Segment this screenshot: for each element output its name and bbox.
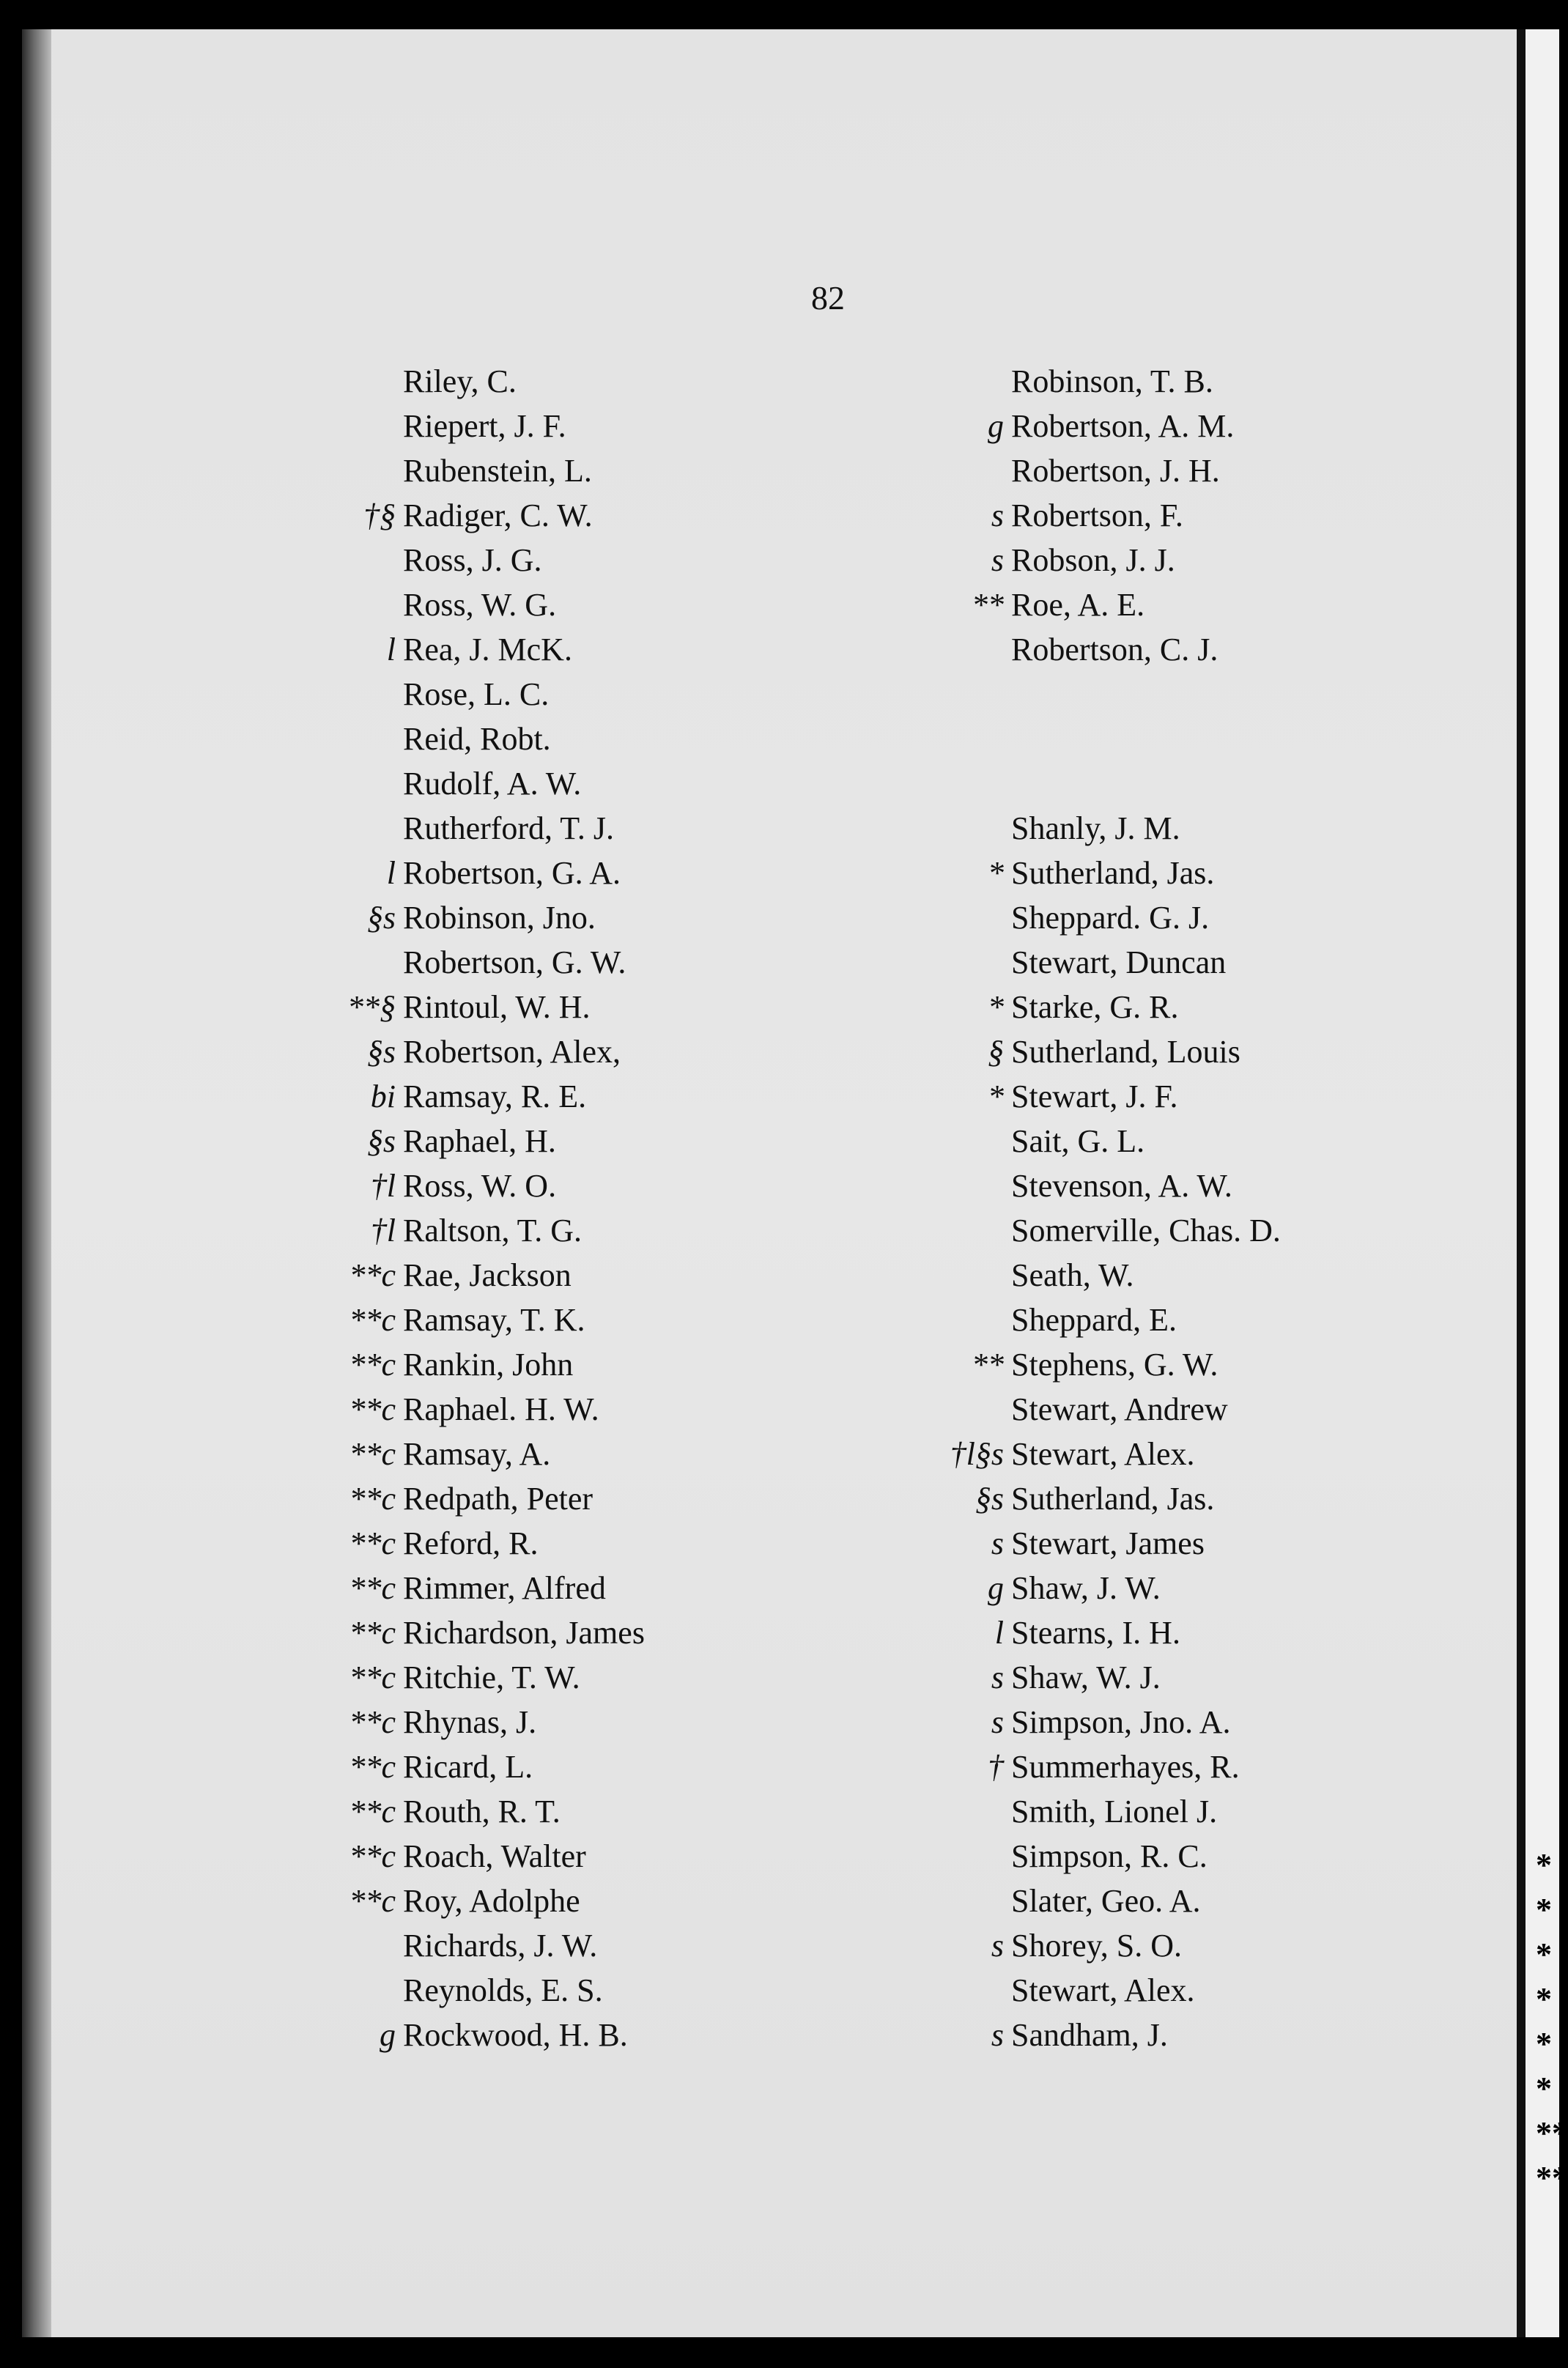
entry-name: Richards, J. W. xyxy=(403,1928,598,1964)
list-entry xyxy=(220,672,645,717)
list-entry xyxy=(220,717,645,761)
entry-name: Robertson, Alex, xyxy=(403,1034,621,1070)
entry-name: Sutherland, Louis xyxy=(1011,1034,1240,1070)
list-entry xyxy=(828,1923,1281,1968)
entry-name: Ross, W. G. xyxy=(403,587,557,623)
list-entry xyxy=(828,1879,1281,1923)
entry-name: Rutherford, T. J. xyxy=(403,810,614,846)
entry-mark: g xyxy=(988,408,1004,444)
list-entry xyxy=(220,1119,645,1163)
list-entry xyxy=(828,1298,1281,1342)
entry-name: Sheppard, E. xyxy=(1011,1302,1177,1338)
entry-mark: **c xyxy=(349,1257,396,1293)
entry-mark: **c xyxy=(349,1704,396,1740)
entry-name: Redpath, Peter xyxy=(403,1481,593,1517)
adjacent-page-mark: * xyxy=(1536,2071,1552,2106)
adjacent-page-mark: * xyxy=(1536,1936,1552,1972)
entry-name: Raphael. H. W. xyxy=(403,1391,599,1427)
entry-mark xyxy=(828,1834,1011,1879)
entry-mark: §s xyxy=(366,1123,396,1159)
entry-mark: bi xyxy=(370,1078,396,1114)
entry-mark: † xyxy=(988,1749,1004,1785)
entry-mark: * xyxy=(988,1078,1004,1114)
list-entry xyxy=(828,1476,1281,1521)
entry-name: Ricard, L. xyxy=(403,1749,533,1785)
adjacent-page-mark: * xyxy=(1536,1847,1552,1883)
right-name-column xyxy=(828,359,1281,2057)
entry-name: Sandham, J. xyxy=(1011,2017,1168,2053)
entry-name: Stearns, I. H. xyxy=(1011,1615,1180,1651)
list-entry xyxy=(828,448,1281,493)
entry-mark: **c xyxy=(349,1347,396,1383)
entry-mark: g xyxy=(988,1570,1004,1606)
list-entry xyxy=(828,1744,1281,1789)
adjacent-page-edge xyxy=(1517,29,1568,2337)
entry-name: Robson, J. J. xyxy=(1011,542,1175,578)
entry-name: Sheppard. G. J. xyxy=(1011,900,1210,936)
entry-name: Ramsay, R. E. xyxy=(403,1078,587,1114)
entry-mark xyxy=(220,1968,403,2013)
list-entry xyxy=(220,1298,645,1342)
entry-name: Starke, G. R. xyxy=(1011,989,1179,1025)
entry-name: Rose, L. C. xyxy=(403,676,550,712)
entry-mark: s xyxy=(991,497,1004,533)
entry-mark: **c xyxy=(349,1525,396,1561)
list-entry xyxy=(220,806,645,851)
entry-mark xyxy=(220,359,403,404)
entry-name: Routh, R. T. xyxy=(403,1794,561,1829)
page-number: 82 xyxy=(811,279,845,317)
entry-name: Stevenson, A. W. xyxy=(1011,1168,1232,1204)
list-entry xyxy=(220,448,645,493)
entry-mark: s xyxy=(991,1704,1004,1740)
list-entry xyxy=(828,359,1281,404)
entry-name: Ross, J. G. xyxy=(403,542,542,578)
entry-mark: g xyxy=(380,2017,396,2053)
entry-mark: ** xyxy=(972,587,1004,623)
book-spine-shadow xyxy=(22,29,51,2337)
list-entry xyxy=(828,1610,1281,1655)
entry-mark xyxy=(220,404,403,448)
entry-name: Shorey, S. O. xyxy=(1011,1928,1183,1964)
entry-name: Simpson, Jno. A. xyxy=(1011,1704,1231,1740)
list-entry xyxy=(220,2013,645,2057)
entry-name: Riley, C. xyxy=(403,363,517,399)
entry-name: Reford, R. xyxy=(403,1525,539,1561)
entry-name: Robinson, Jno. xyxy=(403,900,596,936)
list-entry xyxy=(220,359,645,404)
list-entry xyxy=(220,1074,645,1119)
entry-mark xyxy=(828,1253,1011,1298)
entry-mark xyxy=(220,761,403,806)
list-entry xyxy=(828,1655,1281,1700)
entry-name: Stewart, James xyxy=(1011,1525,1205,1561)
entry-mark: s xyxy=(991,1928,1004,1964)
list-entry xyxy=(220,1655,645,1700)
entry-mark xyxy=(220,672,403,717)
entry-name: Rubenstein, L. xyxy=(403,453,592,489)
entry-mark: †l§s xyxy=(950,1436,1004,1472)
list-entry xyxy=(220,627,645,672)
entry-name: Roe, A. E. xyxy=(1011,587,1145,623)
entry-mark: **§ xyxy=(347,989,396,1025)
entry-name: Roach, Walter xyxy=(403,1838,586,1874)
entry-name: Robertson, G. W. xyxy=(403,944,626,980)
entry-name: Ramsay, A. xyxy=(403,1436,551,1472)
entry-name: Reid, Robt. xyxy=(403,721,551,757)
entry-name: Stewart, Alex. xyxy=(1011,1972,1195,2008)
entry-mark: **c xyxy=(349,1794,396,1829)
list-entry xyxy=(828,851,1281,895)
entry-mark: s xyxy=(991,542,1004,578)
list-entry xyxy=(828,1029,1281,1074)
list-entry xyxy=(828,2013,1281,2057)
entry-name: Rintoul, W. H. xyxy=(403,989,591,1025)
list-entry xyxy=(828,1789,1281,1834)
entry-mark: l xyxy=(386,855,396,891)
entry-mark xyxy=(828,1387,1011,1432)
entry-name: Robertson, F. xyxy=(1011,497,1183,533)
list-entry xyxy=(220,895,645,940)
list-entry xyxy=(220,1342,645,1387)
list-entry xyxy=(828,806,1281,851)
entry-mark xyxy=(828,1163,1011,1208)
list-entry xyxy=(828,1342,1281,1387)
entry-mark xyxy=(828,940,1011,985)
entry-name: Rimmer, Alfred xyxy=(403,1570,606,1606)
entry-mark xyxy=(220,940,403,985)
entry-name: Radiger, C. W. xyxy=(403,497,593,533)
list-entry xyxy=(828,1834,1281,1879)
list-entry xyxy=(828,1163,1281,1208)
entry-mark: †§ xyxy=(363,497,396,533)
entry-name: Shaw, W. J. xyxy=(1011,1660,1161,1695)
entry-mark: * xyxy=(988,989,1004,1025)
list-entry xyxy=(220,1521,645,1566)
entry-mark: s xyxy=(991,2017,1004,2053)
entry-mark xyxy=(828,1119,1011,1163)
entry-name: Stewart, Andrew xyxy=(1011,1391,1228,1427)
entry-mark: * xyxy=(988,855,1004,891)
entry-name: Sait, G. L. xyxy=(1011,1123,1145,1159)
entry-mark: **c xyxy=(349,1481,396,1517)
entry-mark: §s xyxy=(366,900,396,936)
left-name-column xyxy=(220,359,645,2057)
entry-mark: **c xyxy=(349,1838,396,1874)
list-entry xyxy=(828,1387,1281,1432)
adjacent-page-mark: ** xyxy=(1536,2115,1568,2151)
entry-name: Raltson, T. G. xyxy=(403,1213,583,1248)
entry-mark xyxy=(828,627,1011,672)
list-entry xyxy=(220,1163,645,1208)
list-entry xyxy=(828,538,1281,582)
entry-mark: **c xyxy=(349,1436,396,1472)
entry-name: Rockwood, H. B. xyxy=(403,2017,628,2053)
entry-mark: **c xyxy=(349,1660,396,1695)
entry-name: Somerville, Chas. D. xyxy=(1011,1213,1281,1248)
list-entry xyxy=(828,1208,1281,1253)
entry-name: Sutherland, Jas. xyxy=(1011,1481,1215,1517)
entry-mark xyxy=(828,1208,1011,1253)
list-entry xyxy=(220,1432,645,1476)
list-entry xyxy=(220,1744,645,1789)
entry-name: Rea, J. McK. xyxy=(403,632,572,667)
entry-mark: **c xyxy=(349,1615,396,1651)
list-entry xyxy=(828,940,1281,985)
list-entry xyxy=(220,1610,645,1655)
list-entry xyxy=(828,1253,1281,1298)
entry-name: Seath, W. xyxy=(1011,1257,1134,1293)
entry-mark: l xyxy=(386,632,396,667)
list-entry xyxy=(220,538,645,582)
entry-mark xyxy=(828,1789,1011,1834)
entry-name: Stewart, Alex. xyxy=(1011,1436,1195,1472)
list-entry xyxy=(220,493,645,538)
entry-mark xyxy=(220,1923,403,1968)
list-entry xyxy=(828,985,1281,1029)
entry-mark xyxy=(828,895,1011,940)
entry-name: Stewart, Duncan xyxy=(1011,944,1227,980)
list-entry xyxy=(220,404,645,448)
entry-name: Ross, W. O. xyxy=(403,1168,557,1204)
entry-mark xyxy=(220,717,403,761)
list-entry xyxy=(220,761,645,806)
entry-mark: s xyxy=(991,1525,1004,1561)
list-entry xyxy=(220,851,645,895)
list-entry xyxy=(828,1074,1281,1119)
entry-mark xyxy=(828,1298,1011,1342)
entry-name: Ramsay, T. K. xyxy=(403,1302,585,1338)
list-entry xyxy=(828,627,1281,672)
entry-name: Ritchie, T. W. xyxy=(403,1660,580,1695)
list-entry xyxy=(828,1521,1281,1566)
entry-mark xyxy=(220,538,403,582)
entry-mark: **c xyxy=(349,1391,396,1427)
entry-name: Richardson, James xyxy=(403,1615,645,1651)
column-gap xyxy=(828,672,1281,717)
list-entry xyxy=(220,1789,645,1834)
entry-mark xyxy=(828,359,1011,404)
list-entry xyxy=(220,1879,645,1923)
entry-mark xyxy=(828,1968,1011,2013)
list-entry xyxy=(828,1119,1281,1163)
entry-mark: †l xyxy=(370,1213,396,1248)
entry-mark xyxy=(220,582,403,627)
entry-name: Raphael, H. xyxy=(403,1123,556,1159)
entry-mark: l xyxy=(994,1615,1004,1651)
entry-name: Reynolds, E. S. xyxy=(403,1972,603,2008)
entry-name: Rudolf, A. W. xyxy=(403,766,582,802)
list-entry xyxy=(220,1566,645,1610)
entry-mark xyxy=(220,448,403,493)
entry-mark: ** xyxy=(972,1347,1004,1383)
entry-name: Robinson, T. B. xyxy=(1011,363,1213,399)
list-entry xyxy=(220,1208,645,1253)
column-gap xyxy=(828,717,1281,761)
entry-mark: §s xyxy=(366,1034,396,1070)
list-entry xyxy=(828,493,1281,538)
entry-mark: **c xyxy=(349,1302,396,1338)
entry-mark xyxy=(220,806,403,851)
list-entry xyxy=(220,940,645,985)
list-entry xyxy=(220,1387,645,1432)
entry-mark: **c xyxy=(349,1883,396,1919)
entry-name: Shaw, J. W. xyxy=(1011,1570,1161,1606)
entry-name: Rhynas, J. xyxy=(403,1704,537,1740)
list-entry xyxy=(220,1029,645,1074)
list-entry xyxy=(828,895,1281,940)
entry-name: Simpson, R. C. xyxy=(1011,1838,1208,1874)
entry-name: Riepert, J. F. xyxy=(403,408,566,444)
entry-mark xyxy=(828,806,1011,851)
entry-name: Slater, Geo. A. xyxy=(1011,1883,1201,1919)
list-entry xyxy=(828,1700,1281,1744)
list-entry xyxy=(220,582,645,627)
entry-mark: **c xyxy=(349,1749,396,1785)
list-entry xyxy=(220,1253,645,1298)
list-entry xyxy=(220,1700,645,1744)
entry-mark xyxy=(828,448,1011,493)
entry-mark: § xyxy=(988,1034,1004,1070)
adjacent-page-mark: * xyxy=(1536,2026,1552,2062)
list-entry xyxy=(828,1432,1281,1476)
entry-mark: s xyxy=(991,1660,1004,1695)
entry-name: Shanly, J. M. xyxy=(1011,810,1180,846)
entry-name: Robertson, J. H. xyxy=(1011,453,1220,489)
list-entry xyxy=(828,1566,1281,1610)
list-entry xyxy=(828,582,1281,627)
list-entry xyxy=(828,1968,1281,2013)
adjacent-page-mark: * xyxy=(1536,1981,1552,2017)
column-gap xyxy=(828,761,1281,806)
entry-name: Rae, Jackson xyxy=(403,1257,572,1293)
list-entry xyxy=(220,1968,645,2013)
entry-mark: **c xyxy=(349,1570,396,1606)
list-entry xyxy=(220,1834,645,1879)
list-entry xyxy=(220,1923,645,1968)
entry-name: Sutherland, Jas. xyxy=(1011,855,1215,891)
entry-name: Stewart, J. F. xyxy=(1011,1078,1178,1114)
list-entry xyxy=(828,404,1281,448)
entry-mark xyxy=(828,1879,1011,1923)
adjacent-page-mark: * xyxy=(1536,1892,1552,1928)
entry-name: Robertson, C. J. xyxy=(1011,632,1218,667)
entry-name: Summerhayes, R. xyxy=(1011,1749,1240,1785)
entry-name: Robertson, G. A. xyxy=(403,855,621,891)
entry-mark: †l xyxy=(370,1168,396,1204)
entry-name: Rankin, John xyxy=(403,1347,574,1383)
entry-name: Roy, Adolphe xyxy=(403,1883,580,1919)
entry-name: Smith, Lionel J. xyxy=(1011,1794,1218,1829)
entry-name: Robertson, A. M. xyxy=(1011,408,1235,444)
adjacent-page-mark: ** xyxy=(1536,2160,1568,2196)
list-entry xyxy=(220,1476,645,1521)
list-entry xyxy=(220,985,645,1029)
entry-name: Stephens, G. W. xyxy=(1011,1347,1218,1383)
entry-mark: §s xyxy=(975,1481,1004,1517)
